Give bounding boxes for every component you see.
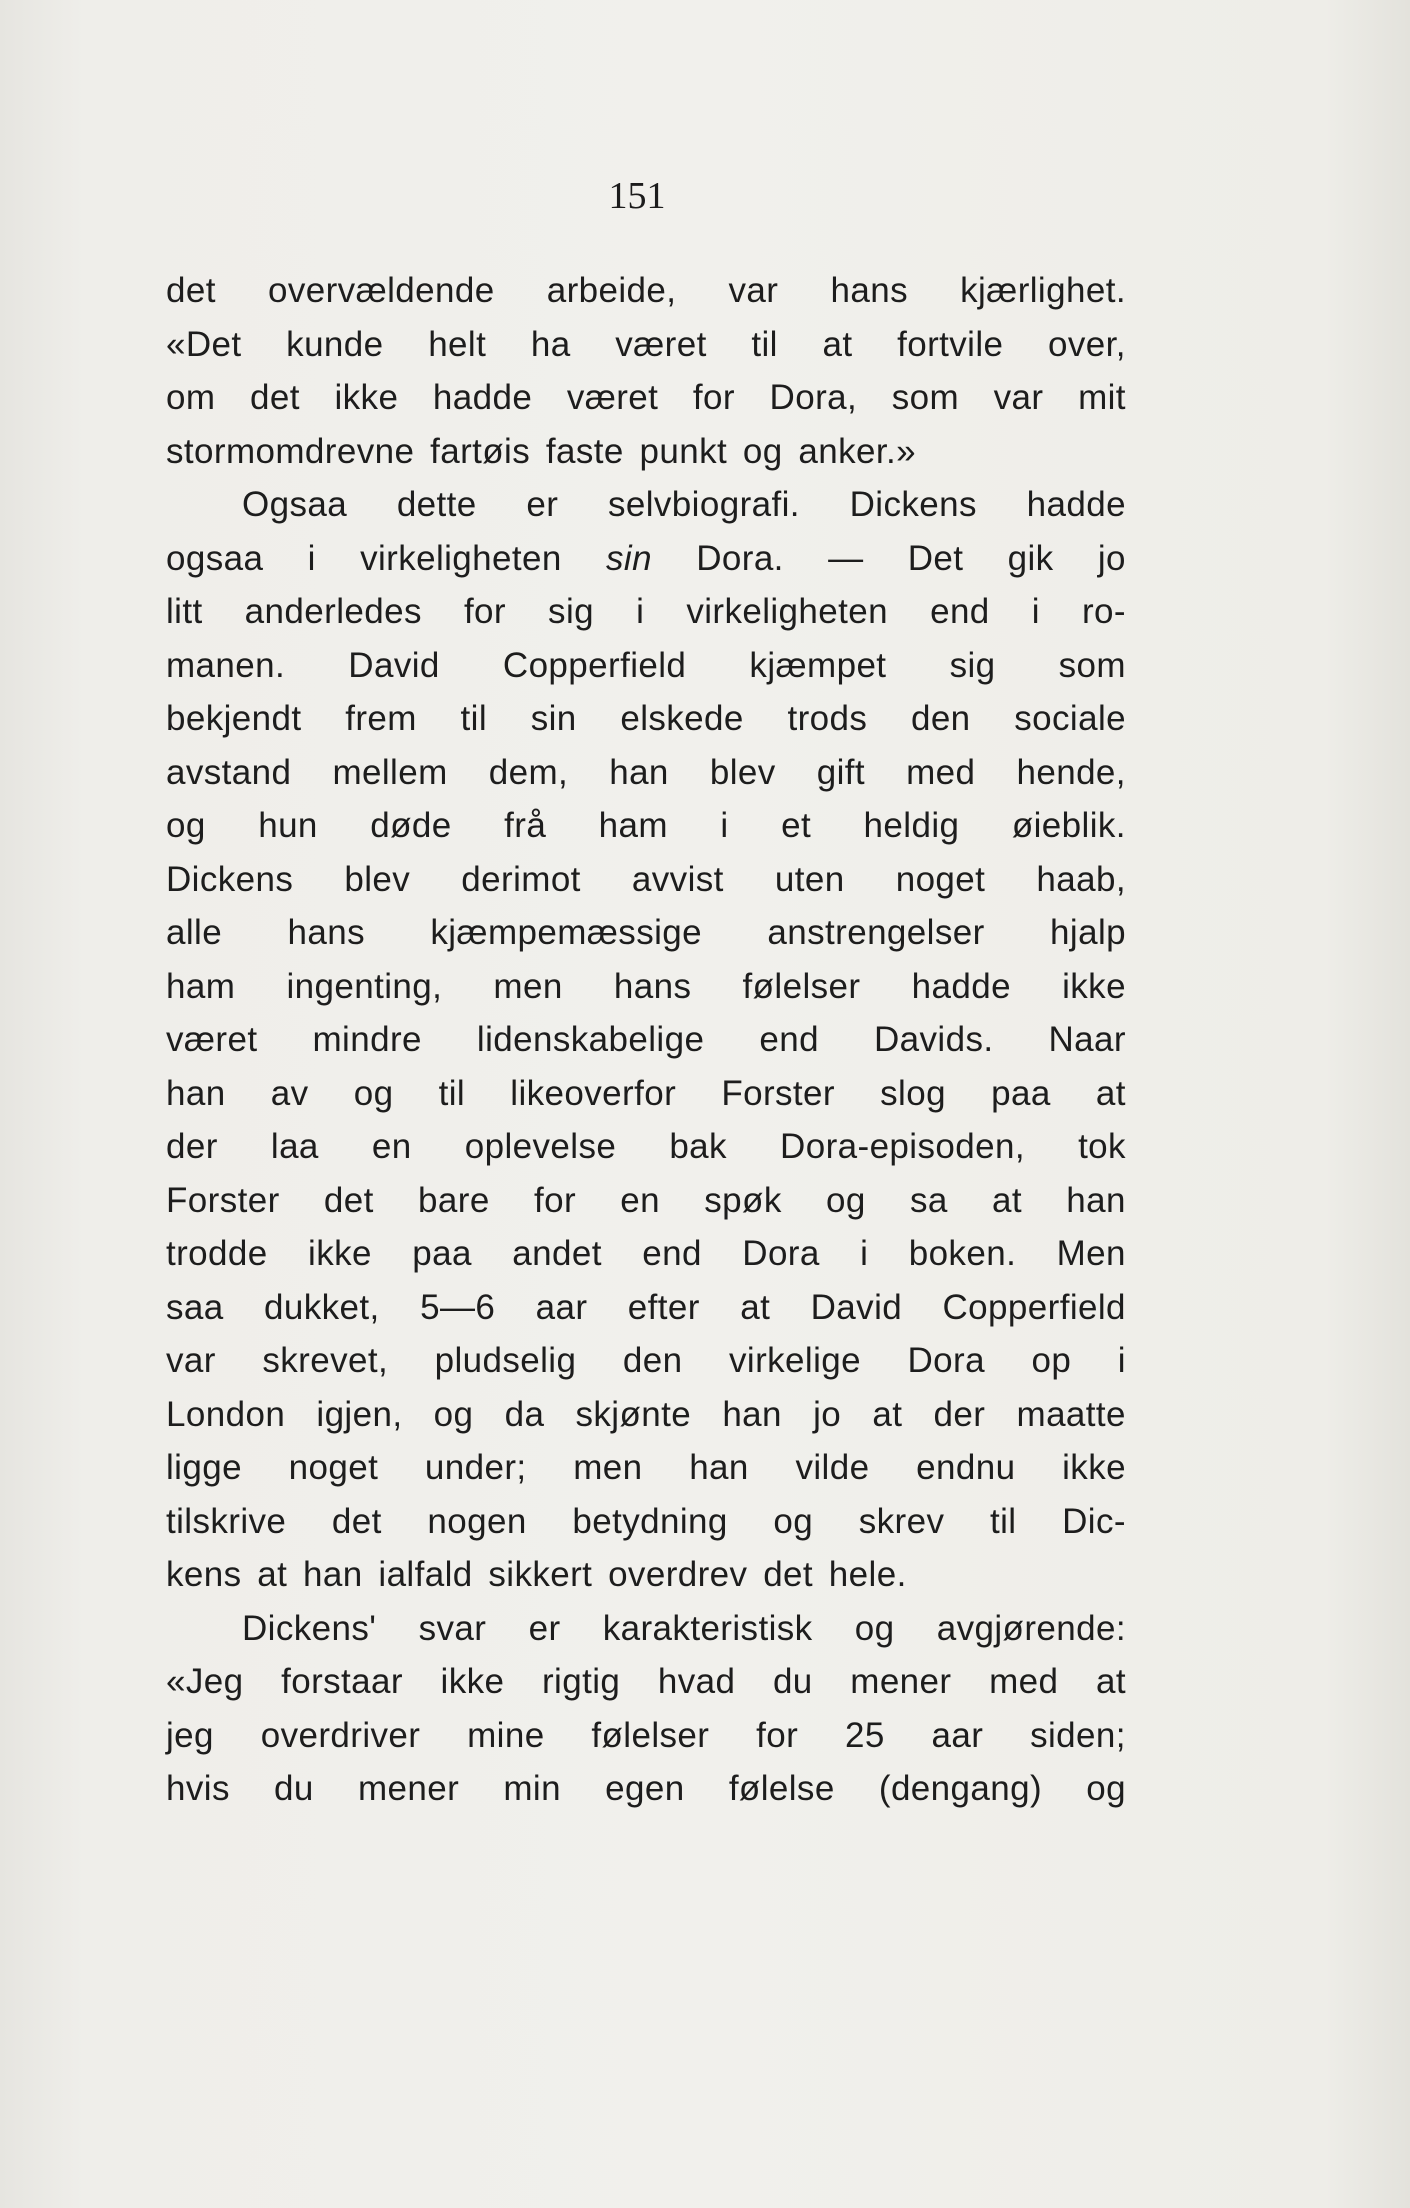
body-text (166, 264, 1126, 1816)
word: paa (412, 1234, 472, 1273)
text-line (166, 425, 1126, 479)
word: vilde (795, 1448, 870, 1487)
word: var (166, 1341, 216, 1380)
word: følelser (591, 1715, 710, 1755)
word: 5—6 (420, 1287, 496, 1327)
word: var (728, 271, 779, 310)
word: avvist (631, 859, 724, 899)
text-line (166, 1067, 1126, 1121)
word: mindre (312, 1020, 422, 1059)
word: mine (467, 1715, 545, 1755)
word: stormomdrevne (166, 431, 415, 471)
word: og (353, 1073, 394, 1113)
word: til (438, 1073, 466, 1113)
word: igjen, (316, 1394, 403, 1434)
word: han (609, 752, 669, 792)
word: likeoverfor (510, 1073, 677, 1113)
word: pludselig (434, 1341, 577, 1380)
word: paa (991, 1073, 1051, 1113)
text-line (166, 1709, 1126, 1763)
word: der (933, 1394, 986, 1434)
text-line (166, 532, 1126, 586)
word: var (993, 378, 1044, 417)
text-line (166, 478, 1126, 532)
word: og (742, 431, 783, 471)
word: kjærlighet. (960, 271, 1126, 310)
text-line (166, 1281, 1126, 1335)
word: fortvile (897, 324, 1004, 364)
word: du (772, 1662, 813, 1701)
word: Det (907, 538, 964, 578)
word: lidenskabelige (476, 1020, 705, 1059)
word: det (323, 1180, 374, 1220)
word: at (822, 324, 853, 364)
word: og (826, 1180, 866, 1220)
word: laa (270, 1127, 319, 1166)
word: virkeligheten (686, 592, 889, 631)
word: Dic- (1062, 1501, 1126, 1541)
word: dette (396, 485, 477, 524)
word: over, (1048, 324, 1126, 364)
word: den (910, 699, 971, 738)
word: Men (1056, 1234, 1126, 1273)
word: Copperfield (502, 645, 687, 685)
word: sig (548, 592, 594, 631)
word: noget (288, 1448, 379, 1487)
word: til (989, 1501, 1017, 1541)
word: kjæmpemæssige (430, 913, 703, 952)
word: alle (166, 913, 223, 952)
word: han (303, 1555, 363, 1594)
word: at (1095, 1073, 1126, 1113)
word: blev (709, 752, 776, 792)
word: David (810, 1287, 903, 1327)
word: ikke (334, 378, 399, 417)
word: «Det (166, 324, 242, 364)
word: end (759, 1020, 819, 1059)
word: helt (428, 324, 487, 364)
text-line (166, 1602, 1126, 1656)
word: end (642, 1234, 702, 1273)
word: han (1066, 1180, 1126, 1220)
word: trods (787, 699, 868, 738)
word: øieblik. (1011, 806, 1126, 845)
word: David (348, 645, 440, 685)
word: ikke (308, 1234, 372, 1273)
word: noget (895, 859, 986, 899)
text-line (166, 906, 1126, 960)
word: selvbiografi. (607, 485, 800, 524)
word: Dickens (166, 859, 294, 899)
word: er (526, 485, 559, 524)
word: Davids. (873, 1020, 994, 1059)
word: slog (880, 1073, 946, 1113)
word: betydning (572, 1501, 728, 1541)
word: Dickens (849, 485, 977, 524)
text-line (166, 799, 1126, 853)
word: jo (1097, 538, 1126, 578)
word: for (463, 592, 506, 631)
word: ialfald (378, 1555, 473, 1594)
word: været (615, 324, 707, 364)
word: hende, (1016, 752, 1126, 792)
word: i (720, 806, 729, 845)
word: mellem (332, 752, 448, 792)
word: og (773, 1501, 814, 1541)
word: overdrev (608, 1555, 748, 1594)
word: en (371, 1127, 412, 1166)
word: Naar (1048, 1020, 1126, 1059)
word: som (891, 378, 960, 417)
word: sociale (1014, 699, 1126, 738)
word: min (503, 1769, 561, 1808)
word: London (166, 1394, 286, 1434)
word: faste (545, 431, 624, 471)
word: med (989, 1662, 1059, 1701)
word: for (533, 1180, 577, 1220)
word: og (1086, 1769, 1126, 1808)
page-number: 151 (608, 175, 666, 217)
text-line (166, 264, 1126, 318)
word: Dora (907, 1341, 985, 1380)
word: aar (931, 1715, 984, 1755)
text-line (166, 585, 1126, 639)
word: ikke (440, 1662, 505, 1701)
word: trodde (166, 1234, 268, 1273)
word: i (636, 592, 645, 631)
word: at (257, 1555, 288, 1594)
word: efter (627, 1287, 700, 1327)
text-line (166, 1548, 1126, 1602)
text-line (166, 1120, 1126, 1174)
word: litt (166, 592, 203, 631)
word: hadde (1026, 485, 1126, 524)
text-line (166, 1174, 1126, 1228)
word: blev (344, 859, 411, 899)
word: — (828, 538, 864, 578)
word: arbeide, (546, 271, 677, 310)
word: en (620, 1180, 661, 1220)
word: bekjendt (166, 699, 302, 738)
word: men (573, 1448, 643, 1487)
word: hjalp (1050, 913, 1126, 952)
word: til (751, 324, 778, 364)
word: ro- (1082, 592, 1126, 631)
word: den (622, 1341, 683, 1380)
word: sin (530, 699, 577, 738)
word: og (854, 1608, 895, 1648)
word: sikkert (488, 1555, 593, 1594)
word: Dora-episoden, (780, 1127, 1025, 1166)
word: for (692, 378, 735, 417)
word: mener (850, 1662, 952, 1701)
word: hun (258, 806, 318, 845)
word: overdriver (260, 1715, 421, 1755)
text-line (166, 1013, 1126, 1067)
word: ligge (166, 1448, 242, 1487)
word: i (307, 538, 316, 578)
word: følelse (728, 1769, 835, 1808)
word: avgjørende: (936, 1608, 1126, 1648)
word: egen (605, 1769, 685, 1808)
word: men (493, 966, 563, 1006)
word: hans (830, 271, 908, 310)
word: uten (774, 859, 845, 899)
text-line (166, 639, 1126, 693)
word: været (566, 378, 659, 417)
word: «Jeg (166, 1662, 244, 1701)
word: at (740, 1287, 771, 1327)
word: ham (166, 966, 236, 1006)
word: tilskrive (166, 1501, 287, 1541)
word: det (250, 378, 300, 417)
text-line (166, 1388, 1126, 1442)
word: virkelige (729, 1341, 861, 1380)
word: bak (669, 1127, 727, 1166)
word: op (1031, 1341, 1072, 1380)
word: ogsaa (166, 538, 264, 578)
text-line (166, 853, 1126, 907)
word: nogen (427, 1501, 527, 1541)
word: døde (370, 806, 452, 845)
word: gift (816, 752, 866, 792)
word: derimot (461, 859, 581, 899)
text-line (166, 746, 1126, 800)
word: spøk (704, 1180, 782, 1220)
word: da (504, 1394, 545, 1434)
word: som (1058, 645, 1126, 685)
word: hvad (657, 1662, 736, 1701)
text-line (166, 1495, 1126, 1549)
word: følelser (742, 966, 861, 1006)
text-line (166, 1441, 1126, 1495)
word: og (433, 1394, 474, 1434)
word: kjæmpet (749, 645, 887, 685)
word: hadde (432, 378, 533, 417)
word: rigtig (541, 1662, 621, 1701)
word: under; (424, 1448, 527, 1487)
word: skrevet, (262, 1341, 389, 1380)
word: haab, (1036, 859, 1126, 899)
word: og (166, 806, 206, 845)
word: hvis (166, 1769, 230, 1808)
word: i (860, 1234, 869, 1273)
word: det (331, 1501, 382, 1541)
word: svar (418, 1608, 487, 1648)
word: jo (813, 1394, 842, 1434)
word: er (528, 1608, 561, 1648)
word: gik (1007, 538, 1054, 578)
word: ikke (1062, 1448, 1126, 1487)
text-line (166, 1227, 1126, 1281)
word: dukket, (264, 1287, 380, 1327)
word: at (1095, 1662, 1126, 1701)
word: kens (166, 1555, 242, 1594)
word: i (1117, 1341, 1126, 1380)
word: ingenting, (286, 966, 443, 1006)
word: anker.» (798, 431, 916, 471)
word: Dickens' (242, 1608, 377, 1648)
word: manen. (166, 645, 286, 685)
word: tok (1078, 1127, 1126, 1166)
word: frem (345, 699, 417, 738)
word: mener (357, 1769, 460, 1808)
word: skjønte (575, 1394, 692, 1434)
word: avstand (166, 752, 292, 792)
word: boken. (908, 1234, 1017, 1273)
word: han (689, 1448, 749, 1487)
word: Dora. (696, 538, 784, 578)
word: at (872, 1394, 903, 1434)
word: jeg (166, 1715, 214, 1755)
text-line (166, 371, 1126, 425)
word: 25 (844, 1715, 885, 1755)
word: ham (598, 806, 668, 845)
word: hadde (911, 966, 1011, 1006)
word: aar (535, 1287, 588, 1327)
word: dem, (488, 752, 569, 792)
word: om (166, 378, 216, 417)
word: saa (166, 1287, 224, 1327)
word: (dengang) (878, 1769, 1043, 1808)
word: frå (504, 806, 547, 845)
text-line (166, 1655, 1126, 1709)
text-line (166, 318, 1126, 372)
text-line (166, 1334, 1126, 1388)
word: du (274, 1769, 314, 1808)
text-line (166, 1762, 1126, 1816)
word: for (756, 1715, 799, 1755)
word: med (906, 752, 976, 792)
word: Forster (166, 1180, 280, 1220)
word: siden; (1030, 1715, 1126, 1755)
word: været (166, 1020, 258, 1059)
word: det (763, 1555, 814, 1594)
word: mit (1078, 378, 1126, 417)
text-line (166, 692, 1126, 746)
word: fartøis (430, 431, 531, 471)
word: anstrengelser (767, 913, 985, 952)
word: av (270, 1073, 309, 1113)
word: kunde (286, 324, 384, 364)
word: anderledes (244, 592, 422, 631)
word: oplevelse (464, 1127, 617, 1166)
word: end (930, 592, 990, 631)
word: til (460, 699, 487, 738)
word: sig (949, 645, 996, 685)
word: ikke (1062, 966, 1126, 1006)
word: elskede (620, 699, 744, 738)
word: bare (418, 1180, 490, 1220)
word: Dora (742, 1234, 820, 1273)
word: overvældende (267, 271, 495, 310)
word: det (166, 271, 216, 310)
word: heldig (863, 806, 960, 845)
word: maatte (1016, 1394, 1126, 1434)
text-line (166, 960, 1126, 1014)
word: karakteristisk (602, 1608, 813, 1648)
word: der (166, 1127, 218, 1166)
word: Forster (721, 1073, 835, 1113)
word: han (722, 1394, 782, 1434)
word: et (781, 806, 812, 845)
word: i (1031, 592, 1040, 631)
word: hans (287, 913, 365, 952)
word: han (166, 1073, 226, 1113)
word: hele. (828, 1555, 907, 1594)
word: Ogsaa (242, 485, 348, 524)
word: andet (512, 1234, 602, 1273)
word: virkeligheten (360, 538, 562, 578)
word: sin (606, 538, 652, 578)
word: punkt (639, 431, 728, 471)
word: Copperfield (942, 1287, 1126, 1327)
word: skrev (858, 1501, 945, 1541)
word: Dora, (769, 378, 858, 417)
word: forstaar (281, 1662, 403, 1701)
word: sa (910, 1180, 948, 1220)
word: at (992, 1180, 1023, 1220)
word: endnu (916, 1448, 1016, 1487)
word: ha (530, 324, 571, 364)
word: hans (613, 966, 692, 1006)
